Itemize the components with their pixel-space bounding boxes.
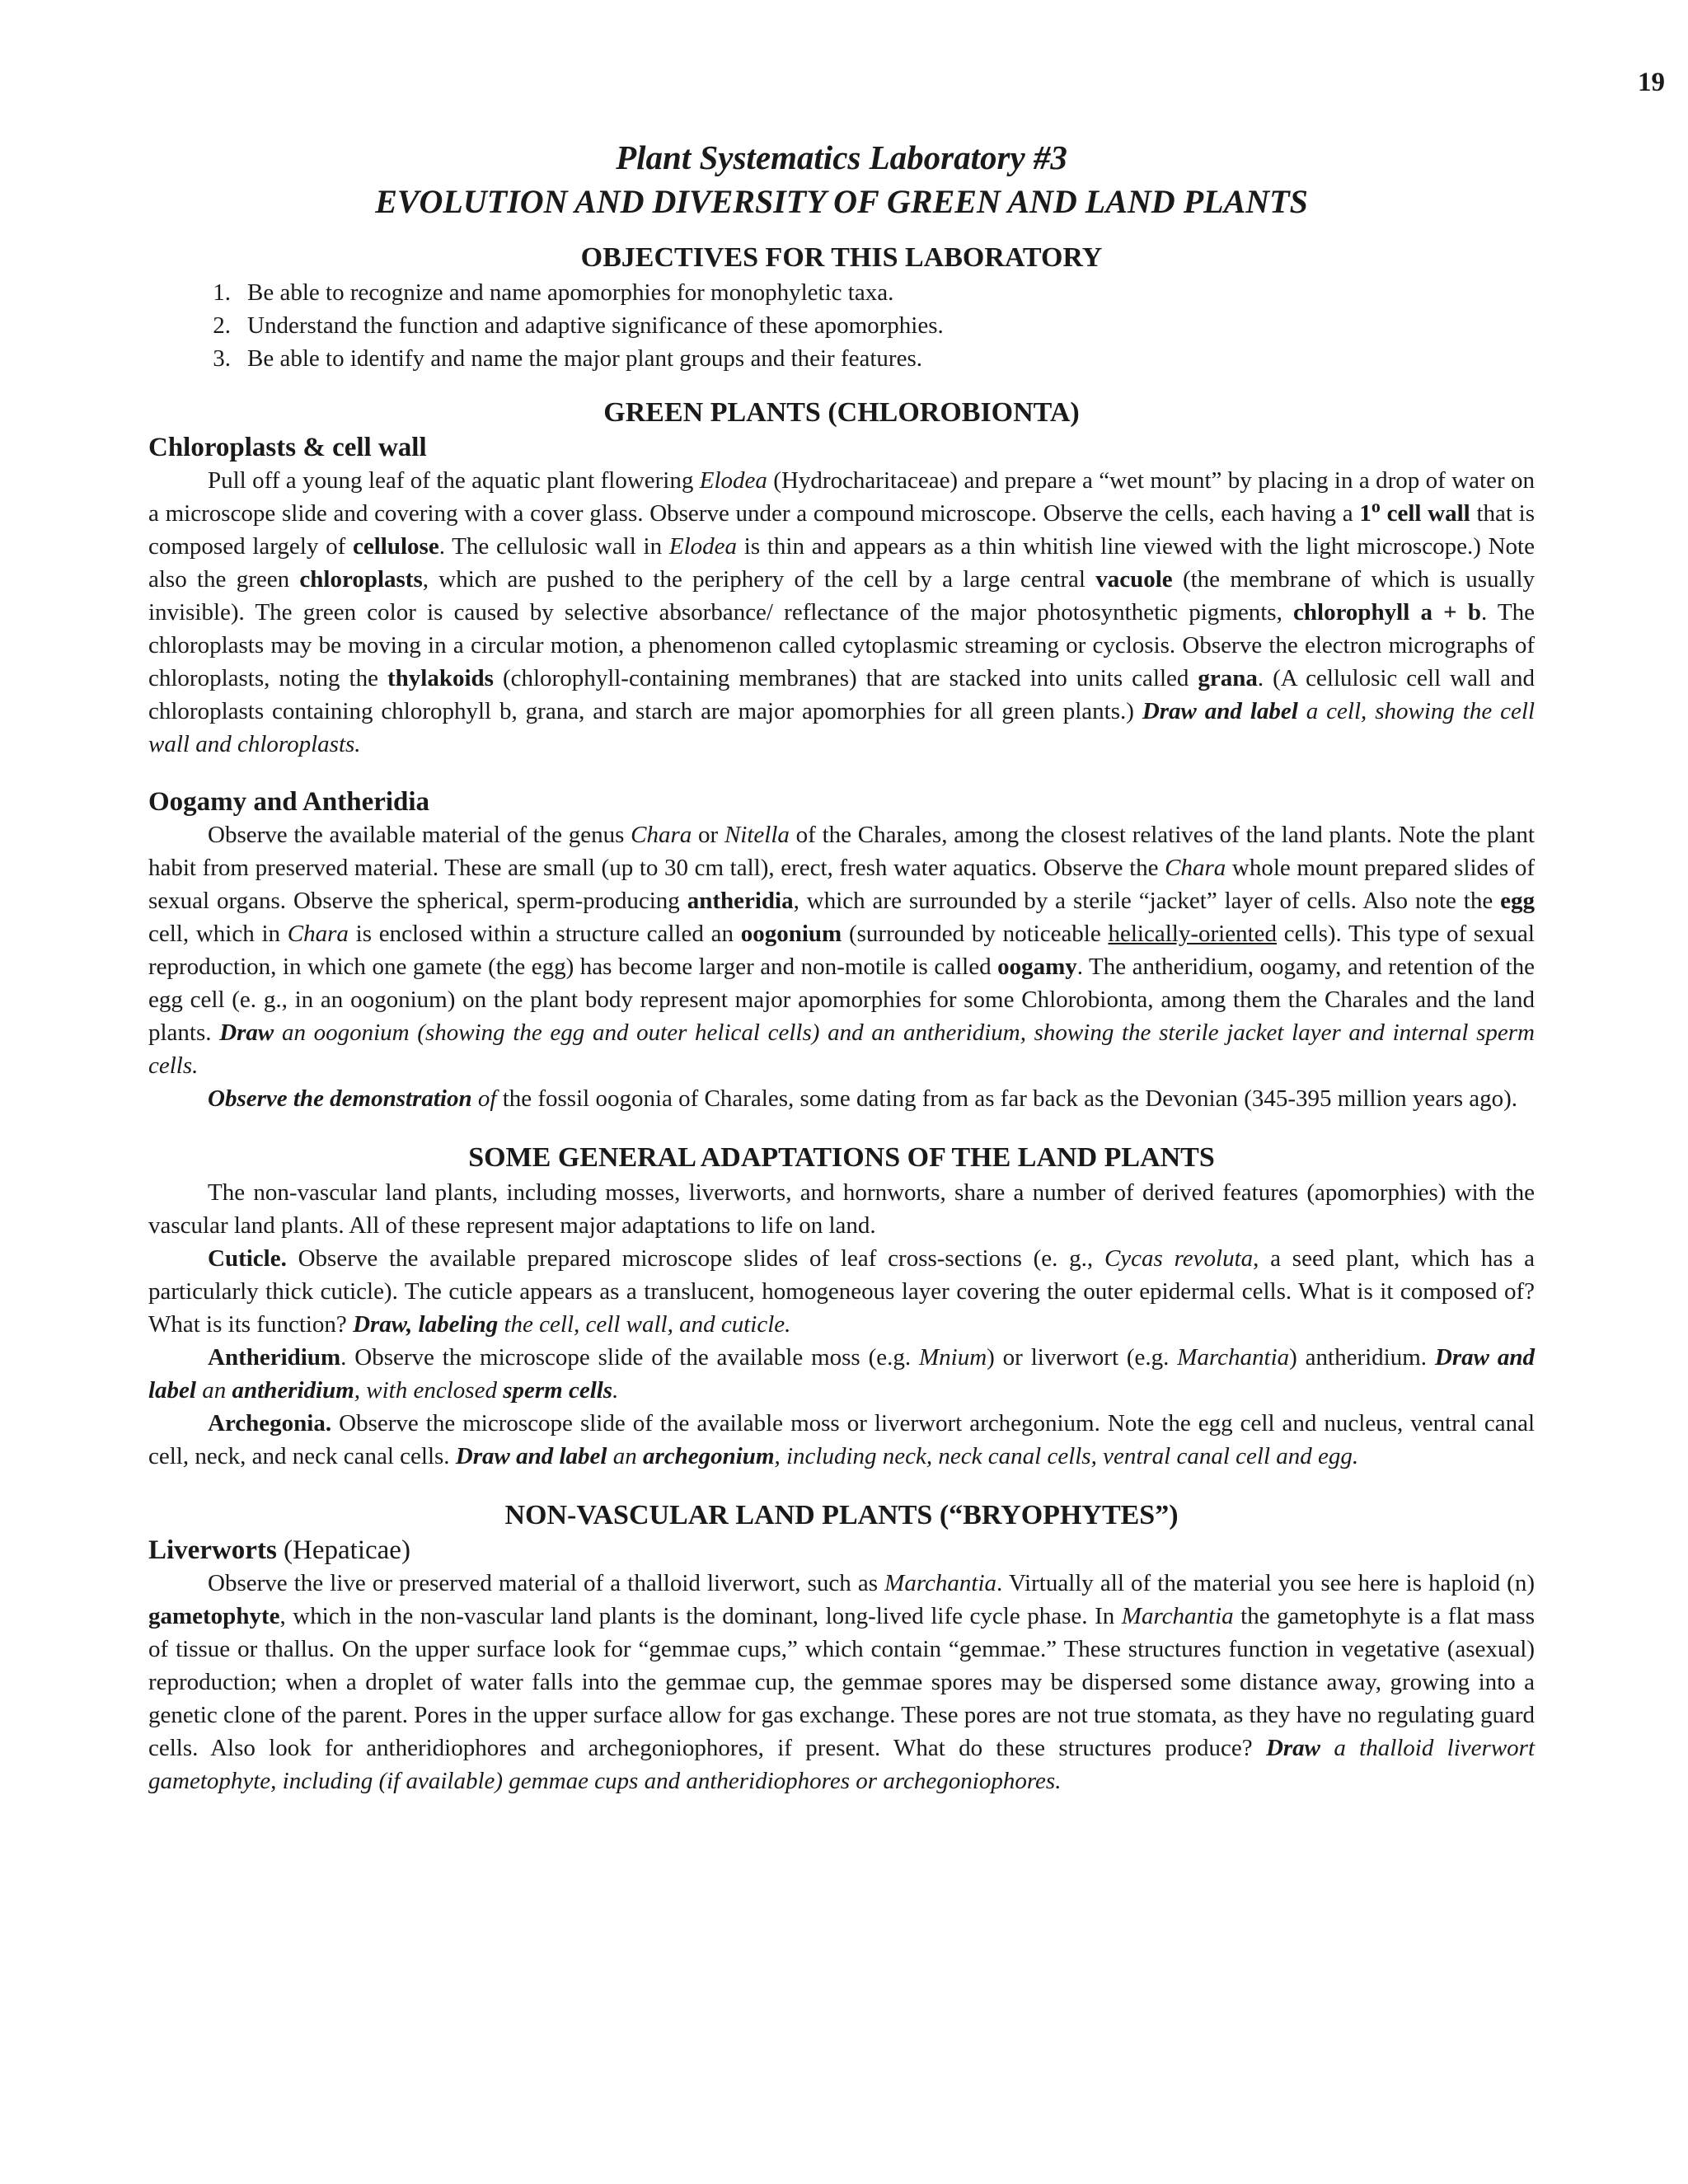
oogamy-subheading: Oogamy and Antheridia: [148, 787, 430, 817]
chloroplasts-paragraph: Pull off a young leaf of the aquatic plant flowering Elodea (Hydrocharitaceae) and prepare a “wet mount” by placing in a drop of water on a microscope slide and covering with a cover glass. Observe under a compound microscope. Observe the cells, each having a 1$^o$ cell wall that is composed largely of cellulose. The cellulosic wall in Elodea is thin and appears as a thin whitish line viewed with the light microscope.) Note also the green chloroplasts, which are pushed to the periphery of the cell by a large central vacuole (the membrane of which is usually invisible). The green color is caused by selective absorbance/ reflectance of the major photosynthetic pigments, chlorophyll a + b. The chloroplasts may be moving in a circular motion, a phenomenon called cytoplasmic streaming or cyclosis. Observe the electron micrographs of chloroplasts, noting the thylakoids (chlorophyll-containing membranes) that are stacked into units called grana. (A cellulosic cell wall and chloroplasts containing chlorophyll b, grana, and starch are major apomorphies for all green plants.) Draw and label a cell, showing the cell wall and chloroplasts.: [148, 467, 1536, 757]
cuticle-paragraph: Cuticle. Observe the available prepared microscope slides of leaf cross-sections (e. g., Cycas revoluta, a seed plant, which has a particularly thick cuticle). The cuticle appears as a translucent, homogeneous layer covering the outer epidermal cells. What is it composed of? What is its function? Draw, labeling the cell, cell wall, and cuticle.: [148, 1245, 1535, 1338]
objective-item: 1. Be able to recognize and name apomorphies for monophyletic taxa.: [213, 279, 894, 306]
liverworts-paragraph: Observe the live or preserved material of a thalloid liverwort, such as Marchantia. Virtually all of the material you see here is haploid (n) gametophyte, which in the non-vascular land plants is the dominant, long-lived life cycle phase. In Marchantia the gametophyte is a flat mass of tissue or thallus. On the upper surface look for “gemmae cups,” which contain “gemmae.” These structures function in vegetative (asexual) reproduction; when a droplet of water falls into the gemmae cup, the gemmae spores may be dispersed some distance away, growing into a genetic clone of the parent. Pores in the upper surface allow for gas exchange. These pores are not true stomata, as they have no regulating guard cells. Also look for antheridiophores and archegoniophores, if present. What do these structures produce? Draw a thalloid liverwort gametophyte, including (if available) gemmae cups and antheridiophores or archegoniophores.: [148, 1570, 1536, 1794]
document-page: [148, 66, 1665, 1797]
objective-item: 3. Be able to identify and name the major plant groups and their features.: [213, 345, 922, 372]
liverworts-subheading: Liverworts (Hepaticae): [148, 1535, 410, 1565]
antheridium-paragraph: Antheridium. Observe the microscope slide of the available moss (e.g. Mnium) or liverwort (e.g. Marchantia) antheridium. Draw and label an antheridium, with enclosed sperm cells.: [148, 1344, 1535, 1404]
objectives-list: [148, 276, 1535, 375]
green-plants-heading: GREEN PLANTS (CHLOROBIONTA): [603, 397, 1080, 428]
chloroplasts-subheading: Chloroplasts & cell wall: [148, 433, 427, 462]
adaptations-intro: The non-vascular land plants, including mosses, liverworts, and hornworts, share a number of derived features (apomorphies) with the vascular land plants. All of these represent major adaptations to life on land.: [148, 1179, 1535, 1239]
bryophytes-heading: NON-VASCULAR LAND PLANTS (“BRYOPHYTES”): [504, 1500, 1179, 1530]
fossil-oogonia-paragraph: Observe the demonstration of the fossil oogonia of Charales, some dating from as far back as the Devonian (345-395 million years ago).: [208, 1085, 1518, 1112]
document-title: [148, 136, 1535, 225]
page-number: 19: [1638, 68, 1665, 97]
title-line-2: EVOLUTION AND DIVERSITY OF GREEN AND LAND PLANTS: [375, 183, 1308, 220]
objective-item: 2. Understand the function and adaptive significance of these apomorphies.: [213, 312, 944, 339]
title-line-1: Plant Systematics Laboratory #3: [616, 138, 1067, 176]
adaptations-heading: SOME GENERAL ADAPTATIONS OF THE LAND PLANTS: [468, 1142, 1215, 1173]
archegonia-paragraph: Archegonia. Observe the microscope slide of the available moss or liverwort archegonium. Note the egg cell and nucleus, ventral canal cell, neck, and neck canal cells. Draw and label an archegonium, including neck, neck canal cells, ventral canal cell and egg.: [148, 1410, 1535, 1469]
objectives-heading: OBJECTIVES FOR THIS LABORATORY: [580, 242, 1103, 273]
oogamy-paragraph: Observe the available material of the genus Chara or Nitella of the Charales, among the closest relatives of the land plants. Note the plant habit from preserved material. These are small (up to 30 cm tall), erect, fresh water aquatics. Observe the Chara whole mount prepared slides of sexual organs. Observe the spherical, sperm-producing antheridia, which are surrounded by a sterile “jacket” layer of cells. Also note the egg cell, which in Chara is enclosed within a structure called an oogonium (surrounded by noticeable helically-oriented cells). This type of sexual reproduction, in which one gamete (the egg) has become larger and non-motile is called oogamy. The antheridium, oogamy, and retention of the egg cell (e. g., in an oogonium) on the plant body represent major apomorphies for some Chlorobionta, among them the Charales and the land plants. Draw an oogonium (showing the egg and outer helical cells) and an antheridium, showing the sterile jacket layer and internal sperm cells.: [148, 822, 1536, 1079]
